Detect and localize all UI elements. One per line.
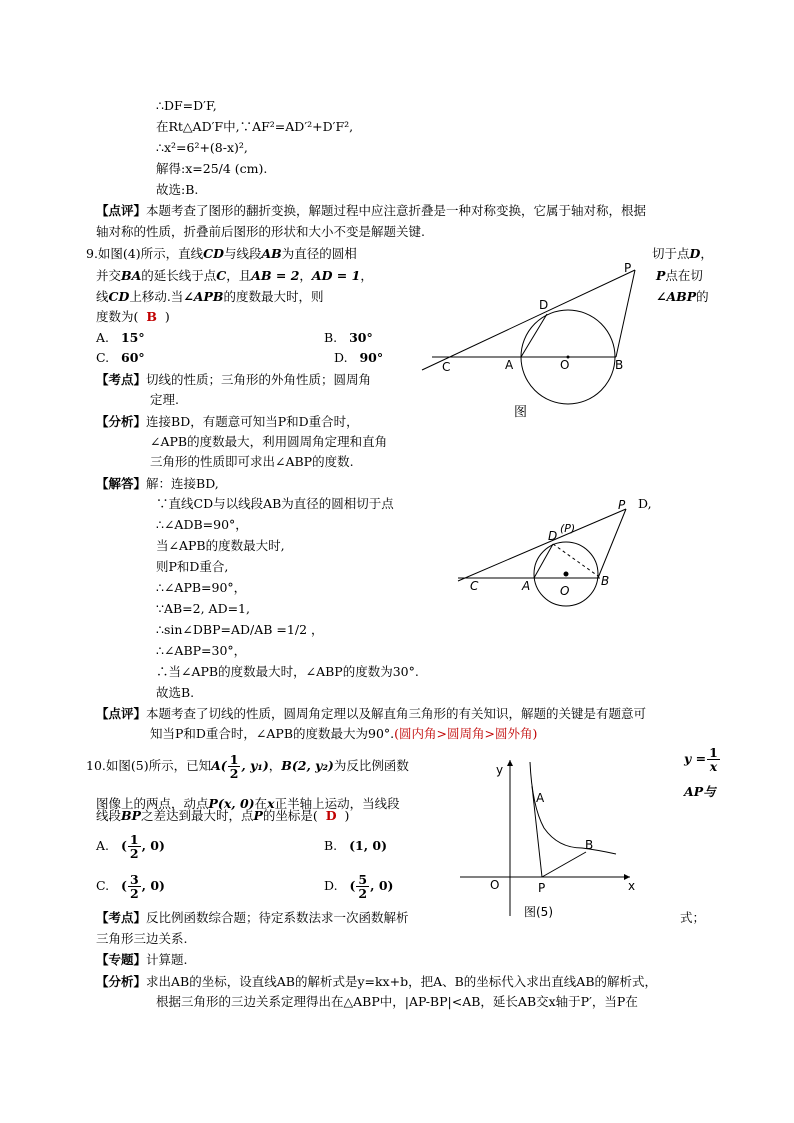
option-value: 90° [359,350,384,365]
q9-right-2 [656,266,703,286]
q9-jieda-line: ∴∠APB=90°， [156,580,247,595]
prev-line-5: 故选:B. [156,182,199,197]
q10-stem-text: 图像上的两点，动点 [96,796,209,811]
q10-point-b: B(2, y₂) [281,758,334,773]
q10-option-c: C. ( $\frac{3}{2}$ , 0) [96,872,165,901]
fig2-label-b: B [601,574,610,588]
fig1-label-d: D [539,298,549,312]
q9-ab: AB [261,246,282,261]
q10-option-d: D. ( $\frac{5}{2}$ , 0) [324,872,394,901]
pingping-note: (圆内角>圆周角>圆外角) [394,726,538,741]
q10-stem-text: 正半轴上运动，当线段 [274,796,400,811]
hyperbola-curve [530,762,616,854]
zhuanti-text: 计算题. [146,952,188,967]
q9-stem-text: 为直径的圆相 [281,246,357,261]
q9-right-text: 的 [696,289,709,304]
q10-fenxi-2: 根据三角形的三边关系定理得出在△ABP中，|AP-BP|<AB，延长AB交x轴于P′，当P在 [156,994,638,1009]
q10-comma: ， [268,758,282,773]
option-tail: , 0) [370,878,394,893]
q10-ap-with-text: AP与 [684,784,716,799]
fig2-label-dp: (P) [560,522,576,535]
q10-stem-text: 之差达到最大时，点 [140,808,254,823]
hidden-db [547,314,615,357]
fraction-denominator: 2 [229,766,239,781]
q9-jieda-line: 则P和D重合, [156,559,229,574]
q9-right-text: 切于点 [652,246,690,261]
q9-stem-text: 的度数最大时，则 [223,289,324,304]
q9-stem-text: 并交 [96,268,122,283]
fig2-label-d: D [548,529,558,543]
q9-sep: ， [299,268,312,283]
func-fraction [707,746,720,773]
fig-label-a: A [536,791,545,805]
q9-jieda-line: ∴当∠APB的度数最大时，∠ABP的度数为30°. [156,664,419,679]
q10-a-fraction [228,753,241,780]
q10-ap-with [684,782,716,802]
q9-p: P [656,268,666,283]
q9-cd: CD [203,246,224,261]
prev-line-1: ∴DF=D′F, [156,98,217,113]
segment-bp [542,852,586,877]
option-fraction [356,873,369,900]
fraction-denominator: x [709,759,718,774]
pingping-tag: 【点评】 [96,706,147,721]
q9-stem-text: 9.如图(4)所示，直线 [86,246,204,261]
y-axis-arrow [507,760,513,766]
q9-stem-text: 度数为( [96,309,139,324]
q9-figure-4 [420,258,650,423]
fig-label-y: y [496,763,504,777]
jieda-tag: 【解答】 [96,476,147,491]
q10-answer: D [325,808,337,823]
option-label: C. [96,878,110,893]
q10-fenxi [96,972,657,992]
option-value: 30° [349,330,373,345]
q9-pingping-2 [150,724,537,744]
q9-ad-eq: AD = 1 [311,268,361,283]
fig2-label-c: C [470,579,479,593]
q10-option-b [324,836,387,856]
q9-fenxi [96,412,359,432]
fig2-label-a: A [522,579,531,593]
fraction-denominator: 2 [129,846,139,861]
kaodian-text: 反比例函数综合题；待定系数法求一次函数解析 [146,910,409,925]
fig2-label-o: O [560,584,570,598]
q9-jieda-line: 故选B. [156,685,195,700]
q9-stem-1 [86,244,357,264]
dashed-db [553,544,598,576]
q9-fenxi-3: 三角形的性质即可求出∠ABP的度数. [150,454,354,469]
option-label: C. [96,350,110,365]
fenxi-tag: 【分析】 [96,974,147,989]
q10-point-a: A( [211,758,227,773]
option-label: A. [96,838,110,853]
prev-line-4: 解得:x=25/4 (cm). [156,161,268,176]
q9-kaodian [96,370,371,390]
comment-tag: 【点评】 [96,203,147,218]
q9-right-3 [656,287,709,307]
q9-right-text: 点在切 [665,268,703,283]
q10-p: P [253,808,263,823]
q9-jieda-line: ∵AB=2, AD=1, [156,601,250,616]
q9-jieda-line: ∴∠ABP=30°， [156,643,247,658]
q9-stem-text: 上移动.当 [129,289,184,304]
q9-stem-text: 的延长线于点 [141,268,217,283]
fraction-denominator: 2 [358,886,368,901]
q10-option-a: A. ( $\frac{1}{2}$ , 0) [96,832,165,861]
q9-stem-text: 与线段 [223,246,262,261]
q10-kaodian-2: 三角形三边关系. [96,931,188,946]
q10-stem-text: 为反比例函数 [333,758,409,773]
q9-apb: ∠APB [183,289,224,304]
q10-stem-text: 在 [254,796,268,811]
q9-jieda-line: ∴∠ADB=90°， [156,517,248,532]
q10-stem-text: ) [344,808,350,823]
q9-abp: ∠ABP [656,289,697,304]
fenxi-tag: 【分析】 [96,414,147,429]
q10-stem-text: 线段 [96,808,122,823]
q10-stem-text: 的坐标是( [262,808,318,823]
q9-kaodian-2: 定理. [150,392,179,407]
q10-function [684,745,721,773]
q10-kaodian-1b: 式； [680,910,706,925]
option-fraction [128,873,141,900]
q9-jieda [96,474,219,494]
kaodian-tag: 【考点】 [96,372,147,387]
q9-d: D [689,246,701,261]
q9-stem-text: ，且 [226,268,252,283]
option-label: B. [324,330,338,345]
segment-pb [616,270,635,357]
kaodian-tag: 【考点】 [96,910,147,925]
q9-jieda-line: ∵直线CD与以线段AB为直径的圆相切于点 [156,496,394,511]
q10-x-axis: x [267,796,275,811]
fig1-caption: 图 [514,405,528,420]
option-label: B. [324,838,338,853]
fig-label-p: P [538,881,546,895]
option-fraction [128,833,141,860]
prev-line-2: 在Rt△AD′F中,∵AF²=AD′²+D′F², [156,119,354,134]
q9-option-d [334,348,383,368]
prev-comment-2: 轴对称的性质，折叠前后图形的形状和大小不变是解题关键. [96,224,425,239]
q9-option-c [96,348,145,368]
q9-option-a [96,328,145,348]
q9-cd: CD [108,289,130,304]
fig-label-x: x [628,879,636,893]
fraction-numerator: 1 [229,752,239,767]
q9-option-b [324,328,373,348]
q10-zhuanti [96,950,188,970]
fig-caption: 图(5) [524,905,553,919]
q9-solution-figure [456,496,642,616]
fraction-denominator: 2 [129,886,139,901]
fraction-numerator: 1 [709,745,718,760]
fenxi-text: 连接BD，有题意可知当P和D重合时， [146,414,359,429]
fraction-numerator: 1 [129,832,139,847]
option-value: (1, 0) [349,838,388,853]
q9-fenxi-2: ∠APB的度数最大，利用圆周角定理和直角 [150,434,388,449]
q9-stem-4 [96,307,170,327]
option-value: 15° [120,330,145,345]
fraction-numerator: 3 [129,872,139,887]
q9-stem-3 [96,287,323,307]
q10-point-a-end: , y₁) [241,758,269,773]
option-value: 60° [121,350,145,365]
fig1-label-b: B [615,358,624,372]
fig1-label-o: O [560,358,570,372]
tangent-line-cd [422,270,635,370]
fraction-numerator: 5 [358,872,368,887]
fig-label-o: O [490,878,500,892]
q9-ba: BA [121,268,142,283]
fig2-label-p: P [618,498,626,512]
prev-comment [96,201,646,221]
q10-stem-1 [86,752,409,780]
option-label: D. [324,878,338,893]
func-y: y = [684,751,707,766]
comment-text-1: 本题考查了图形的翻折变换，解题过程中应注意折叠是一种对称变换，它属于轴对称，根据 [146,203,647,218]
q9-jieda-line: 当∠APB的度数最大时, [156,538,285,553]
q9-c: C [216,268,227,283]
q9-right-text: ， [700,246,713,261]
fig1-label-c: C [442,360,451,374]
q10-stem-3 [96,806,349,826]
kaodian-text: 切线的性质；三角形的外角性质；圆周角 [146,372,372,387]
segment-ad [521,314,547,357]
q9-stem-text: ) [164,309,170,324]
option-label: A. [96,330,110,345]
q10-point-p: P(x, 0) [208,796,255,811]
q10-kaodian [96,908,409,928]
prev-line-3: ∴x²=6²+(8-x)², [156,140,248,155]
fenxi-text: 求出AB的坐标，设直线AB的解析式是y=kx+b，把A、B的坐标代入求出直线AB的解析式， [146,974,658,989]
fig1-label-p: P [624,261,632,275]
q9-stem-text: ， [360,268,373,283]
q9-right-1 [652,244,713,264]
q9-answer: B [146,309,157,324]
zhuanti-tag: 【专题】 [96,952,147,967]
fig-label-b: B [585,838,594,852]
q10-figure-5 [458,756,648,926]
fig1-label-a: A [505,358,514,372]
pingping-text: 本题考查了切线的性质，圆周角定理以及解直角三角形的有关知识，解题的关键是有题意可 [146,706,647,721]
q10-stem-text: 10.如图(5)所示，已知 [86,758,212,773]
q9-jieda-line: ∴sin∠DBP=AD/AB =1/2 ， [156,622,324,637]
pingping-text: 知当P和D重合时，∠APB的度数最大为90°. [150,726,395,741]
q9-jieda-right: D, [638,496,652,511]
q9-stem-text: 线 [96,289,109,304]
q9-ab-eq: AB = 2 [251,268,300,283]
q9-stem-2 [96,266,373,286]
option-tail: , 0) [141,878,165,893]
option-tail: , 0) [141,838,165,853]
jieda-line: 解：连接BD, [146,476,219,491]
q10-bp: BP [121,808,141,823]
option-label: D. [334,350,348,365]
center-dot [564,572,569,577]
q9-pingping [96,704,646,724]
